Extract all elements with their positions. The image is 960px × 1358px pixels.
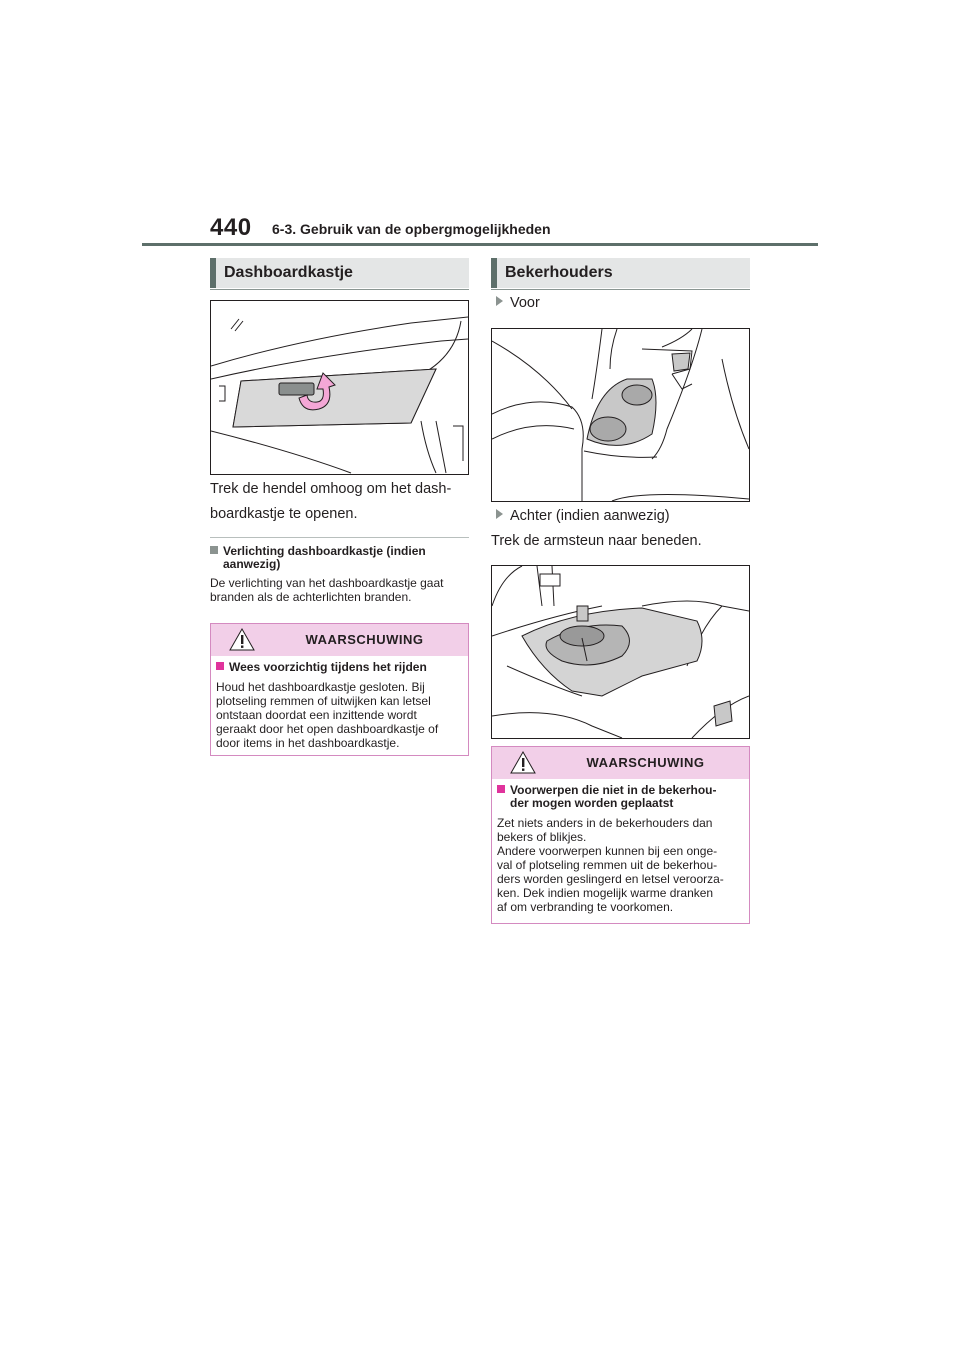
warning-title: WAARSCHUWING [586,755,705,770]
warning-item-title: Voorwerpen die niet in de bekerhou- der mogen worden geplaatst [497,784,749,810]
warning-triangle-icon [229,628,255,651]
subsection-text-line-1: De verlichting van het dashboardkastje gaat [210,576,444,590]
warning-box-glovebox [210,623,469,756]
subsection-verlichting [210,545,475,571]
square-bullet-icon [497,785,505,793]
header-rule [142,243,818,246]
warning-header [211,624,468,656]
glovebox-illustration [210,300,469,475]
warning-line: val of plotseling remmen uit de bekerhou- [497,858,718,872]
warning-line: door items in het dashboardkastje. [216,736,400,750]
warning-line: af om verbranding te voorkomen. [497,900,674,914]
warning-line: ders worden geslingerd en letsel veroorza- [497,872,724,886]
page-number: 440 [210,214,252,241]
warning-line: geraakt door het open dashboardkastje of [216,722,439,736]
warning-line: Andere voorwerpen kunnen bij een onge- [497,844,718,858]
warning-header [492,747,749,779]
warning-line: ontstaan doordat een inzittende wordt [216,708,417,722]
instruction-line-2: boardkastje te openen. [210,506,358,522]
warning-triangle-icon [510,751,536,774]
subsection-text-line-2: branden als de achterlichten branden. [210,590,412,604]
subsection-title-line-1: Verlichting dashboardkastje (indien [223,544,426,558]
rear-label: Achter (indien aanwezig) [496,505,670,528]
section-heading-bekerhouders [491,258,750,288]
section-title: Dashboardkastje [224,264,353,281]
chapter-title: 6-3. Gebruik van de opbergmogelijkheden [272,221,551,237]
warning-line: Zet niets anders in de bekerhouders dan [497,816,713,830]
subsection-title-line-2: aanwezig) [223,557,281,571]
subsection-text [210,576,475,604]
rear-cupholder-illustration [491,565,750,739]
warning-line: plotseling remmen of uitwijken kan letsel [216,694,431,708]
square-bullet-icon [216,662,224,670]
instruction-line-1: Trek de hendel omhoog om het dash- [210,481,452,497]
warning-text [497,816,749,914]
glovebox-instruction [210,478,480,526]
warning-item-title: Wees voorzichtig tijdens het rijden [216,661,468,674]
divider [210,537,469,538]
section-heading-dashboardkastje [210,258,469,288]
rear-instruction: Trek de armsteun naar beneden. [491,533,702,549]
triangle-bullet-icon [496,296,503,306]
front-cupholder-illustration [491,328,750,502]
warning-title: WAARSCHUWING [305,632,424,647]
square-bullet-icon [210,546,218,554]
warning-text [216,680,468,750]
section-title: Bekerhouders [505,264,613,281]
front-label: Voor [496,292,540,315]
warning-line: Houd het dashboardkastje gesloten. Bij [216,680,425,694]
warning-line: ken. Dek indien mogelijk warme dranken [497,886,714,900]
triangle-bullet-icon [496,509,503,519]
warning-line: bekers of blikjes. [497,830,587,844]
warning-box-cupholders [491,746,750,924]
